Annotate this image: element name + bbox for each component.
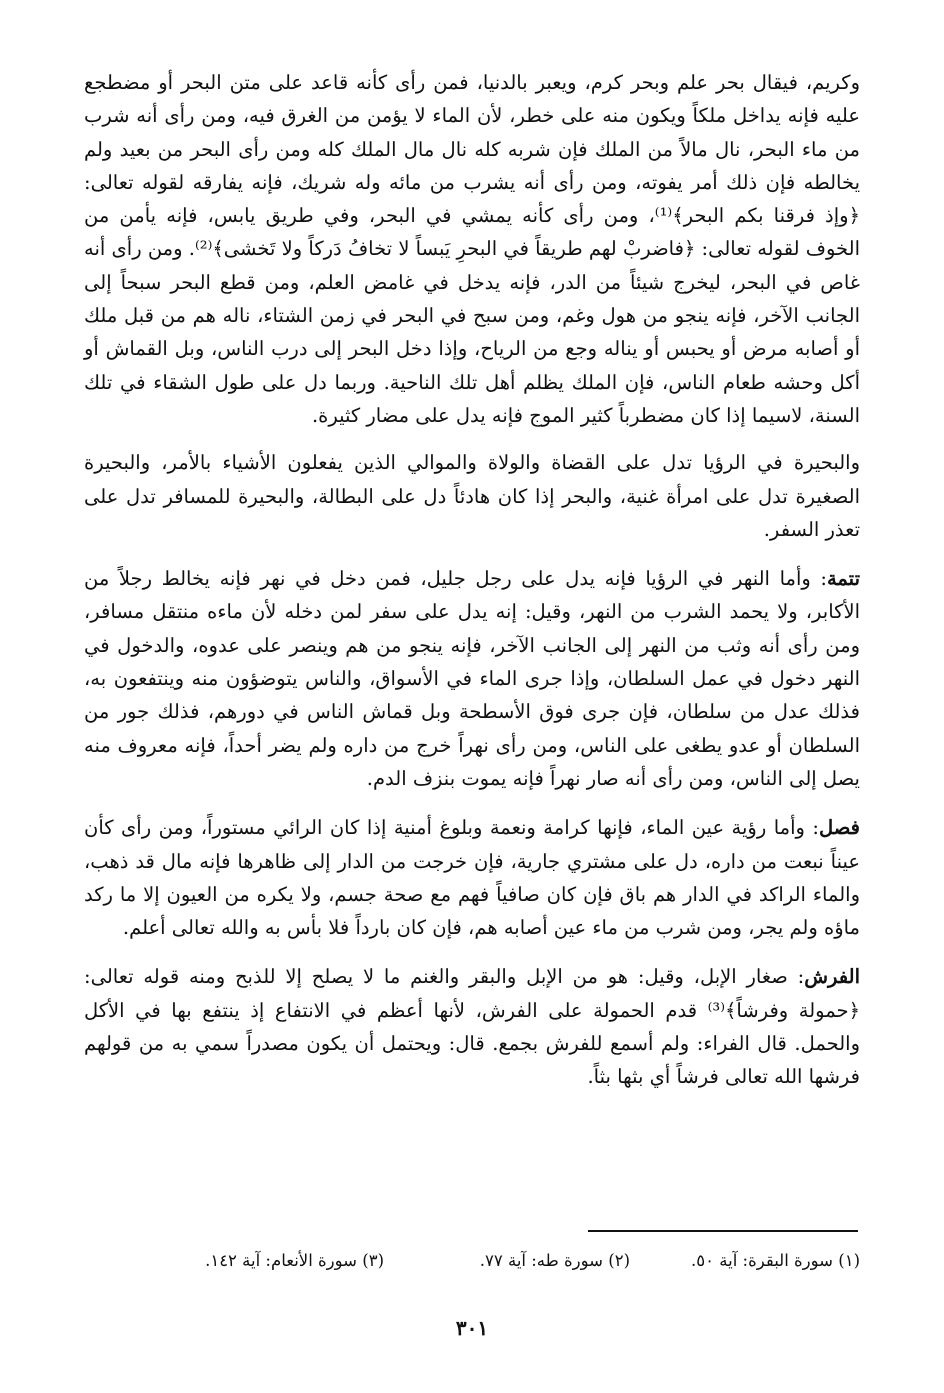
main-text [84,66,860,1110]
page-number: ٣٠١ [455,1316,489,1340]
paragraph-label: تتمة [826,567,860,591]
footnote-3: (٣) سورة الأنعام: آية ١٤٢. [205,1251,384,1270]
paragraph-sea [84,66,860,432]
paragraph-label: فصل [819,816,860,840]
footnote-separator [588,1230,858,1232]
footnotes [84,1248,860,1274]
paragraph-spring [84,811,860,944]
footnote-2: (٢) سورة طه: آية ٧٧. [479,1251,630,1270]
paragraph-lake [84,446,860,546]
paragraph-label: الفرش [804,965,860,989]
paragraph-text: : وأما رؤية عين الماء، فإنها كرامة ونعمة وبلوغ أمنية إذا كان الرائي مستوراً، ومن رأى كأن عيناً نبعت من داره، دل على مشتري جارية، فإن خرجت من الدار إلى ظاهرها فإنه مال قد ذهب، والماء الراكد في الدار هم باق فإن كان صافياً فهم مع صحة جسم، ولا يكره من العيون إلا ما ركد ماؤه ولم يجر، ومن شرب من ماء عين أصابه هم، فإن كان بارداً فلا بأس به والله تعالى أعلم. [84,816,860,940]
paragraph-text: : وأما النهر في الرؤيا فإنه يدل على رجل جليل، فمن دخل في نهر فإنه يخالط رجلاً من الأكابر، ولا يحمد الشرب من النهر، وقيل: إنه يدل على سفر لمن دخله لأن ماءه منتقل مسافر، ومن رأى أنه وثب من النهر إلى الجانب الآخر، فإنه ينجو من هم وينصر على عدوه، والدخول في النهر دخول في عمل السلطان، وإذا جرى الماء في الأسواق، والناس يتوضؤون منه وينتفعون به، فذلك عدل من سلطان، فإن جرى فوق الأسطحة وبل قماش الناس في دورهم، فذلك جور من السلطان أو عدو يطغى على الناس، ومن رأى نهراً خرج من داره ولم يضر أحداً، فإنه معروف منه يصل إلى الناس، ومن رأى أنه صار نهراً فإنه يموت بنزف الدم. [84,567,860,790]
footnote-1: (١) سورة البقرة: آية ٥٠. [691,1251,860,1270]
paragraph-farsh [84,960,860,1093]
paragraph-text: وكريم، فيقال بحر علم وبحر كرم، ويعبر بالدنيا، فمن رأى كأنه قاعد على متن البحر أو مضطجع عليه فإنه يداخل ملكاً ويكون منه على خطر، لأن الماء لا يؤمن من الغرق فيه، ومن رأى أنه شرب من ماء البحر، نال مالاً من الملك فإن شربه كله نال مال الملك كله ومن رأى البحر من بعيد ولم يخالطه فإن ذلك أمر يفوته، ومن رأى أنه يشرب من مائه وله شريك، فإنه يفارقه لقوله تعالى: ﴿وإذ فرقنا بكم البحر﴾⁽¹⁾، ومن رأى كأنه يمشي في البحر، وفي طريق يابس، فإنه يأمن من الخوف لقوله تعالى: ﴿فاضربْ لهم طريقاً في البحرِ يَبساً لا تخافُ دَركاً ولا تَخشى﴾⁽²⁾. ومن رأى أنه غاص في البحر، ليخرج شيئاً من الدر، فإنه يدخل في غامض العلم، ومن قطع البحر سبحاً إلى الجانب الآخر، فإنه ينجو من هول وغم، ومن سبح في البحر في زمن الشتاء، ناله هم من قبل ملك أو أصابه مرض أو يحبس أو يناله وجع من الرياح، وإذا دخل البحر إلى درب الناس، وبل القماش أو أكل وحشه طعام الناس، فإن الملك يظلم أهل تلك الناحية. وربما دل على طول الشقاء في تلك السنة، لاسيما إذا كان مضطرباً كثير الموج فإنه يدل على مضار كثيرة. [84,71,860,427]
paragraph-river [84,562,860,795]
paragraph-text: والبحيرة في الرؤيا تدل على القضاة والولاة والموالي الذين يفعلون الأشياء بالأمر، والبحيرة الصغيرة تدل على امرأة غنية، والبحر إذا كان هادئاً دل على البطالة، والبحيرة للمسافر تدل على تعذر السفر. [84,451,860,541]
paragraph-text: : صغار الإبل، وقيل: هو من الإبل والبقر والغنم ما لا يصلح إلا للذبح ومنه قوله تعالى: ﴿حمولة وفرشاً﴾⁽³⁾ قدم الحمولة على الفرش، لأنها أعظم في الانتفاع إذ ينتفع بها في الأكل والحمل. قال الفراء: ولم أسمع للفرش بجمع. قال: ويحتمل أن يكون مصدراً سمي به من قولهم فرشها الله تعالى فرشاً أي بثها بثاً. [84,965,861,1089]
